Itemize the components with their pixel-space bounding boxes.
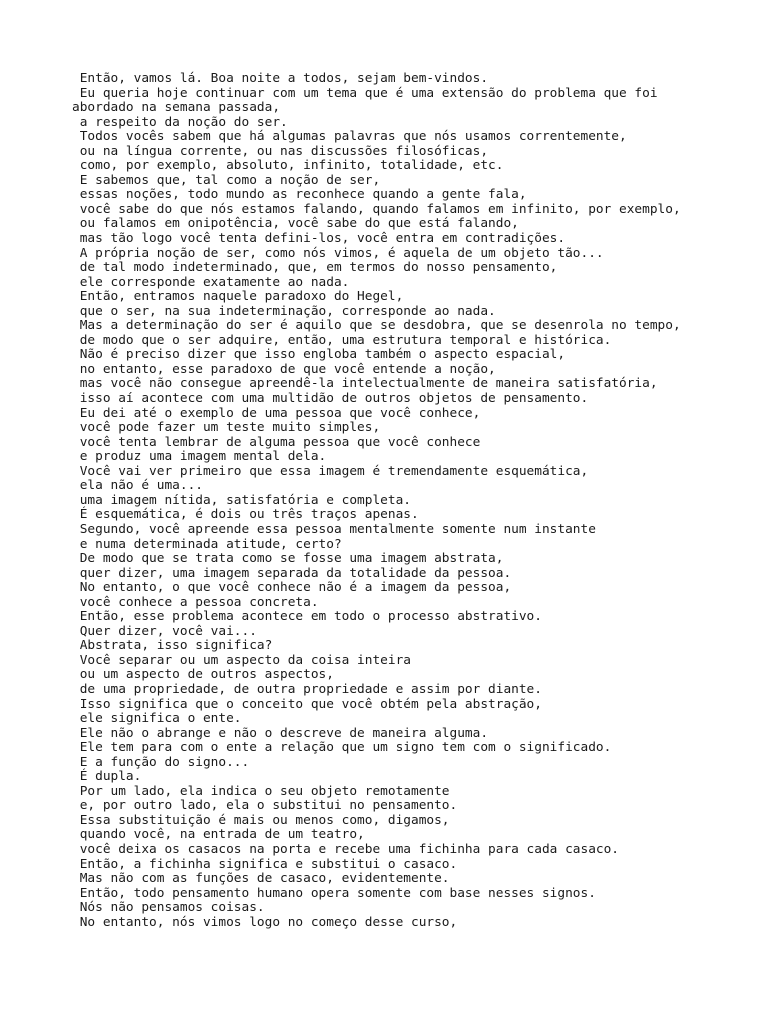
text-line: Então, esse problema acontece em todo o processo abstrativo.: [72, 609, 542, 625]
text-line: Mas a determinação do ser é aquilo que se desdobra, que se desenrola no tempo,: [72, 318, 681, 334]
text-line: Então, entramos naquele paradoxo do Hegel,: [72, 289, 404, 305]
text-line: você conhece a pessoa concreta.: [72, 594, 319, 610]
text-line: uma imagem nítida, satisfatória e completa.: [72, 492, 411, 508]
document-page: [72, 72, 762, 930]
text-line: Eu queria hoje continuar com um tema que é uma extensão do problema que foi: [72, 85, 658, 101]
text-line: você sabe do que nós estamos falando, quando falamos em infinito, por exemplo,: [72, 201, 681, 217]
text-line: e numa determinada atitude, certo?: [72, 536, 342, 552]
text-line: e, por outro lado, ela o substitui no pensamento.: [72, 798, 458, 814]
text-line: você pode fazer um teste muito simples,: [72, 420, 381, 436]
text-line: de modo que o ser adquire, então, uma estrutura temporal e histórica.: [72, 332, 612, 348]
text-line: e produz uma imagem mental dela.: [72, 449, 327, 465]
text-line: que o ser, na sua indeterminação, corresponde ao nada.: [72, 303, 496, 319]
text-line: Mas não com as funções de casaco, evidentemente.: [72, 871, 450, 887]
text-line: Todos vocês sabem que há algumas palavras que nós usamos correntemente,: [72, 129, 627, 145]
text-line: Essa substituição é mais ou menos como, digamos,: [72, 812, 450, 828]
text-line: como, por exemplo, absoluto, infinito, totalidade, etc.: [72, 158, 504, 174]
text-line: Por um lado, ela indica o seu objeto remotamente: [72, 783, 450, 799]
text-line: De modo que se trata como se fosse uma imagem abstrata,: [72, 551, 504, 567]
text-line: ele corresponde exatamente ao nada.: [72, 274, 350, 290]
text-line: É dupla.: [72, 769, 142, 785]
text-line: quer dizer, uma imagem separada da totalidade da pessoa.: [72, 565, 512, 581]
text-line: você deixa os casacos na porta e recebe uma fichinha para cada casaco.: [72, 841, 620, 857]
text-line: Você separar ou um aspecto da coisa inteira: [72, 652, 411, 668]
text-line: ou um aspecto de outros aspectos,: [72, 667, 334, 683]
text-line: a respeito da noção do ser.: [72, 114, 288, 130]
text-line: Então, a fichinha significa e substitui o casaco.: [72, 856, 458, 872]
text-line: ela não é uma...: [72, 478, 203, 494]
text-line: No entanto, nós vimos logo no começo desse curso,: [72, 914, 458, 930]
text-line: Segundo, você apreende essa pessoa mentalmente somente num instante: [72, 521, 596, 537]
text-line: Ele não o abrange e não o descreve de maneira alguma.: [72, 725, 489, 741]
text-line: No entanto, o que você conhece não é a imagem da pessoa,: [72, 580, 512, 596]
text-line: de tal modo indeterminado, que, em termos do nosso pensamento,: [72, 260, 558, 276]
text-line: essas noções, todo mundo as reconhece quando a gente fala,: [72, 187, 527, 203]
text-line: Você vai ver primeiro que essa imagem é tremendamente esquemática,: [72, 463, 589, 479]
text-line: A própria noção de ser, como nós vimos, é aquela de um objeto tão...: [72, 245, 604, 261]
text-line: Quer dizer, você vai...: [72, 623, 257, 639]
text-line: Então, vamos lá. Boa noite a todos, sejam bem-vindos.: [72, 71, 489, 86]
text-line: Abstrata, isso significa?: [72, 638, 273, 654]
text-line: mas você não consegue apreendê-la intelectualmente de maneira satisfatória,: [72, 376, 658, 392]
text-line: Não é preciso dizer que isso engloba também o aspecto espacial,: [72, 347, 566, 363]
text-line: Nós não pensamos coisas.: [72, 900, 265, 916]
text-line: E a função do signo...: [72, 754, 250, 770]
text-line: ou falamos em onipotência, você sabe do que está falando,: [72, 216, 519, 232]
text-line: abordado na semana passada,: [72, 100, 281, 116]
text-line: no entanto, esse paradoxo de que você entende a noção,: [72, 361, 496, 377]
text-line: ele significa o ente.: [72, 711, 242, 727]
text-line: Isso significa que o conceito que você obtém pela abstração,: [72, 696, 542, 712]
text-line: você tenta lembrar de alguma pessoa que você conhece: [72, 434, 481, 450]
text-line: Ele tem para com o ente a relação que um signo tem com o significado.: [72, 740, 612, 756]
text-line: E sabemos que, tal como a noção de ser,: [72, 172, 381, 188]
text-line: É esquemática, é dois ou três traços apenas.: [72, 507, 419, 523]
text-line: Eu dei até o exemplo de uma pessoa que você conhece,: [72, 405, 481, 421]
text-line: Então, todo pensamento humano opera somente com base nesses signos.: [72, 885, 596, 901]
text-line: mas tão logo você tenta defini-los, você entra em contradições.: [72, 231, 566, 247]
text-line: ou na língua corrente, ou nas discussões filosóficas,: [72, 143, 489, 159]
text-line: isso aí acontece com uma multidão de outros objetos de pensamento.: [72, 391, 589, 407]
text-line: de uma propriedade, de outra propriedade e assim por diante.: [72, 681, 542, 697]
text-line: quando você, na entrada de um teatro,: [72, 827, 365, 843]
